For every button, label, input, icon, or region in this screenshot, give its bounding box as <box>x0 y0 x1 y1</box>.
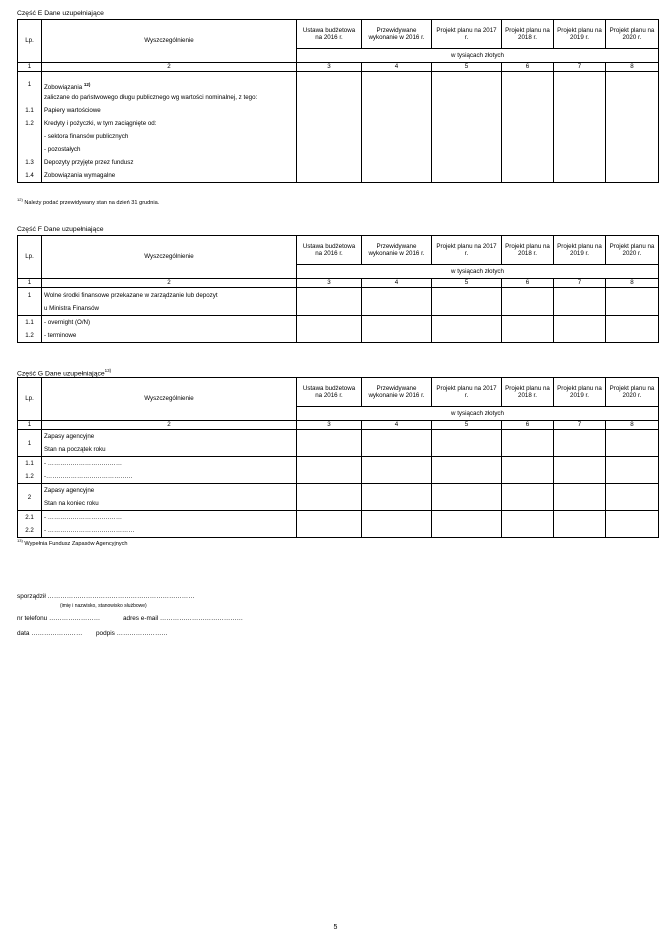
header-c6: Projekt planu na 2018 r. <box>502 236 554 265</box>
signature-line: podpis …………………… <box>96 630 168 637</box>
value-cell[interactable] <box>362 288 432 316</box>
row-label: u Ministra Finansów <box>44 305 100 312</box>
value-cell[interactable] <box>606 457 659 484</box>
header-c3: Ustawa budżetowa na 2016 r. <box>297 378 362 407</box>
row-label: Papiery wartościowe <box>44 107 101 114</box>
row-label: Depozyty przyjęte przez fundusz <box>44 159 134 166</box>
header-name: Wyszczególnienie <box>42 378 297 421</box>
lp-value: 1.1 <box>25 107 34 114</box>
lp-value <box>20 302 39 315</box>
header-c3: Ustawa budżetowa na 2016 r. <box>297 236 362 265</box>
lp-value <box>20 91 39 104</box>
row-label: Zobowiązania <box>44 84 83 92</box>
section-g-table <box>17 377 659 538</box>
col-number: 2 <box>42 63 297 72</box>
value-cell[interactable] <box>502 288 554 316</box>
section-f-table <box>17 235 659 343</box>
section-g-footnote <box>17 538 128 547</box>
section-f-lp-cell <box>18 316 42 343</box>
col-number: 8 <box>606 279 659 288</box>
value-cell[interactable] <box>502 430 554 457</box>
row-label: Wolne środki finansowe przekazane w zarządzanie lub depozyt <box>44 292 218 299</box>
section-e-title: Część E Dane uzupełniające <box>17 10 104 17</box>
footnote-ref: 13) <box>104 368 112 373</box>
header-name: Wyszczególnienie <box>42 20 297 63</box>
value-cell[interactable] <box>432 511 502 538</box>
prepared-by-hint: (imię i nazwisko, stanowisko służbowe) <box>60 603 147 609</box>
section-f-name-cell <box>42 316 297 343</box>
lp-value: 2 <box>27 493 32 501</box>
section-g-lp-cell <box>18 484 42 511</box>
footnote-text: Należy podać przewidywany stan na dzień 31 grudnia. <box>24 199 160 206</box>
section-e-table <box>17 19 659 183</box>
value-cell[interactable] <box>606 288 659 316</box>
header-c7: Projekt planu na 2019 r. <box>554 20 606 49</box>
value-cell[interactable] <box>554 511 606 538</box>
section-e-name-cell <box>42 72 297 183</box>
header-c3: Ustawa budżetowa na 2016 r. <box>297 20 362 49</box>
header-c8: Projekt planu na 2020 r. <box>606 20 659 49</box>
col-number: 5 <box>432 421 502 430</box>
page-number: 5 <box>333 924 338 931</box>
col-number: 8 <box>606 63 659 72</box>
row-label: - ……………………………… <box>44 514 123 521</box>
value-cell[interactable] <box>606 511 659 538</box>
footnote-mark: 12) <box>17 197 23 202</box>
row-label: - sektora finansów publicznych <box>44 133 129 140</box>
section-f-lp-cell <box>18 288 42 316</box>
value-cell[interactable] <box>362 316 432 343</box>
section-g-name-cell <box>42 484 297 511</box>
lp-value: 2.1 2.2 <box>18 511 42 538</box>
col-number: 1 <box>18 421 42 430</box>
lp-value: 1.1 1.2 <box>18 457 42 484</box>
col-number: 3 <box>297 279 362 288</box>
lp-value <box>20 130 39 143</box>
value-cell[interactable] <box>502 316 554 343</box>
lp-value: 1 <box>27 81 32 88</box>
header-c6: Projekt planu na 2018 r. <box>502 378 554 407</box>
row-label: Zobowiązania wymagalne <box>44 172 116 179</box>
lp-value: 1.2 <box>25 120 34 127</box>
lp-value: 1.3 <box>25 159 34 166</box>
lp-value <box>20 143 39 156</box>
prepared-by-line: sporządził …………………………………………………………… <box>17 593 195 600</box>
value-cell[interactable] <box>606 484 659 511</box>
header-c5: Projekt planu na 2017 r. <box>432 20 502 49</box>
value-cell[interactable] <box>297 457 362 484</box>
col-number: 3 <box>297 421 362 430</box>
header-c8: Projekt planu na 2020 r. <box>606 236 659 265</box>
col-number: 3 <box>297 63 362 72</box>
value-cell[interactable] <box>554 457 606 484</box>
value-cell[interactable] <box>502 457 554 484</box>
header-c4: Przewidywane wykonanie w 2016 r. <box>362 236 432 265</box>
header-c6: Projekt planu na 2018 r. <box>502 20 554 49</box>
col-number: 1 <box>18 279 42 288</box>
lp-value: 1.2 <box>25 332 34 339</box>
value-cell[interactable] <box>606 430 659 457</box>
header-c4: Przewidywane wykonanie w 2016 r. <box>362 378 432 407</box>
footnote-ref: 12) <box>83 82 91 87</box>
header-unit: w tysiącach złotych <box>297 407 659 421</box>
value-cell[interactable] <box>554 430 606 457</box>
lp-value: 1 <box>27 439 32 447</box>
value-cell[interactable] <box>554 484 606 511</box>
row-label: Stan na koniec roku <box>44 500 99 507</box>
lp-value: 1.1 <box>25 319 34 326</box>
footnote-text: Wypełnia Fundusz Zapasów Agencyjnych <box>24 540 128 547</box>
value-cell[interactable] <box>297 511 362 538</box>
value-cell[interactable] <box>362 484 432 511</box>
value-cell[interactable] <box>297 288 362 316</box>
value-cell[interactable] <box>554 72 606 183</box>
col-number: 7 <box>554 63 606 72</box>
section-f-title: Część F Dane uzupełniające <box>17 226 104 233</box>
row-label: - …………………………………… <box>44 527 135 534</box>
value-cell[interactable] <box>432 72 502 183</box>
value-cell[interactable] <box>362 430 432 457</box>
section-g-name-cell <box>42 430 297 457</box>
header-c7: Projekt planu na 2019 r. <box>554 236 606 265</box>
header-name: Wyszczególnienie <box>42 236 297 279</box>
header-c4: Przewidywane wykonanie w 2016 r. <box>362 20 432 49</box>
section-f-name-cell <box>42 288 297 316</box>
header-c5: Projekt planu na 2017 r. <box>432 236 502 265</box>
row-label: - pozostałych <box>44 146 81 153</box>
col-number: 4 <box>362 63 432 72</box>
col-number: 6 <box>502 63 554 72</box>
row-label: Zapasy agencyjne <box>44 487 95 494</box>
col-number: 1 <box>18 63 42 72</box>
row-label: - overnight (O/N) <box>44 319 91 326</box>
value-cell[interactable] <box>502 72 554 183</box>
value-cell[interactable] <box>362 511 432 538</box>
value-cell[interactable] <box>432 430 502 457</box>
lp-value: 1.4 <box>25 172 34 179</box>
section-g-title-text: Część G Dane uzupełniające <box>17 370 105 378</box>
row-label: Zapasy agencyjne <box>44 433 95 440</box>
row-label: Kredyty i pożyczki, w tym zaciągnięte od: <box>44 120 157 127</box>
row-label: - ……………………………… <box>44 460 123 467</box>
value-cell[interactable] <box>432 288 502 316</box>
header-unit: w tysiącach złotych <box>297 265 659 279</box>
header-unit: w tysiącach złotych <box>297 49 659 63</box>
col-number: 5 <box>432 279 502 288</box>
value-cell[interactable] <box>606 316 659 343</box>
col-number: 8 <box>606 421 659 430</box>
section-g-title <box>17 368 111 377</box>
value-cell[interactable] <box>362 72 432 183</box>
col-number: 7 <box>554 421 606 430</box>
value-cell[interactable] <box>432 316 502 343</box>
header-c8: Projekt planu na 2020 r. <box>606 378 659 407</box>
header-lp: Lp. <box>18 20 42 63</box>
row-label: Stan na początek roku <box>44 446 106 453</box>
value-cell[interactable] <box>297 316 362 343</box>
header-c7: Projekt planu na 2019 r. <box>554 378 606 407</box>
section-g-lp-cell <box>18 430 42 457</box>
value-cell[interactable] <box>297 484 362 511</box>
col-number: 6 <box>502 279 554 288</box>
footnote-mark: 13) <box>17 538 23 543</box>
phone-line: nr telefonu …………………… <box>17 615 101 622</box>
value-cell[interactable] <box>432 484 502 511</box>
col-number: 4 <box>362 279 432 288</box>
value-cell[interactable] <box>554 316 606 343</box>
row-label: -…………………………………… <box>44 473 133 480</box>
lp-value: 1 <box>27 292 32 299</box>
row-label: - terminowe <box>44 332 77 339</box>
value-cell[interactable] <box>502 511 554 538</box>
col-number: 2 <box>42 279 297 288</box>
prepared-by-hint-wrap <box>60 602 147 609</box>
col-number: 6 <box>502 421 554 430</box>
value-cell[interactable] <box>502 484 554 511</box>
col-number: 2 <box>42 421 297 430</box>
col-number: 5 <box>432 63 502 72</box>
header-lp: Lp. <box>18 236 42 279</box>
value-cell[interactable] <box>606 72 659 183</box>
value-cell[interactable] <box>297 72 362 183</box>
section-g-name-cell <box>42 511 297 538</box>
value-cell[interactable] <box>432 457 502 484</box>
col-number: 7 <box>554 279 606 288</box>
col-number: 4 <box>362 421 432 430</box>
section-e-footnote <box>17 197 159 206</box>
value-cell[interactable] <box>554 288 606 316</box>
section-e-lp-cell <box>18 72 42 183</box>
value-cell[interactable] <box>362 457 432 484</box>
header-c5: Projekt planu na 2017 r. <box>432 378 502 407</box>
date-line: data …………………… <box>17 630 83 637</box>
header-lp: Lp. <box>18 378 42 421</box>
value-cell[interactable] <box>297 430 362 457</box>
row-label: zaliczane do państwowego długu publicznego wg wartości nominalnej, z tego: <box>44 94 258 101</box>
email-line: adres e-mail ………………………………… <box>123 615 244 622</box>
section-g-name-cell <box>42 457 297 484</box>
